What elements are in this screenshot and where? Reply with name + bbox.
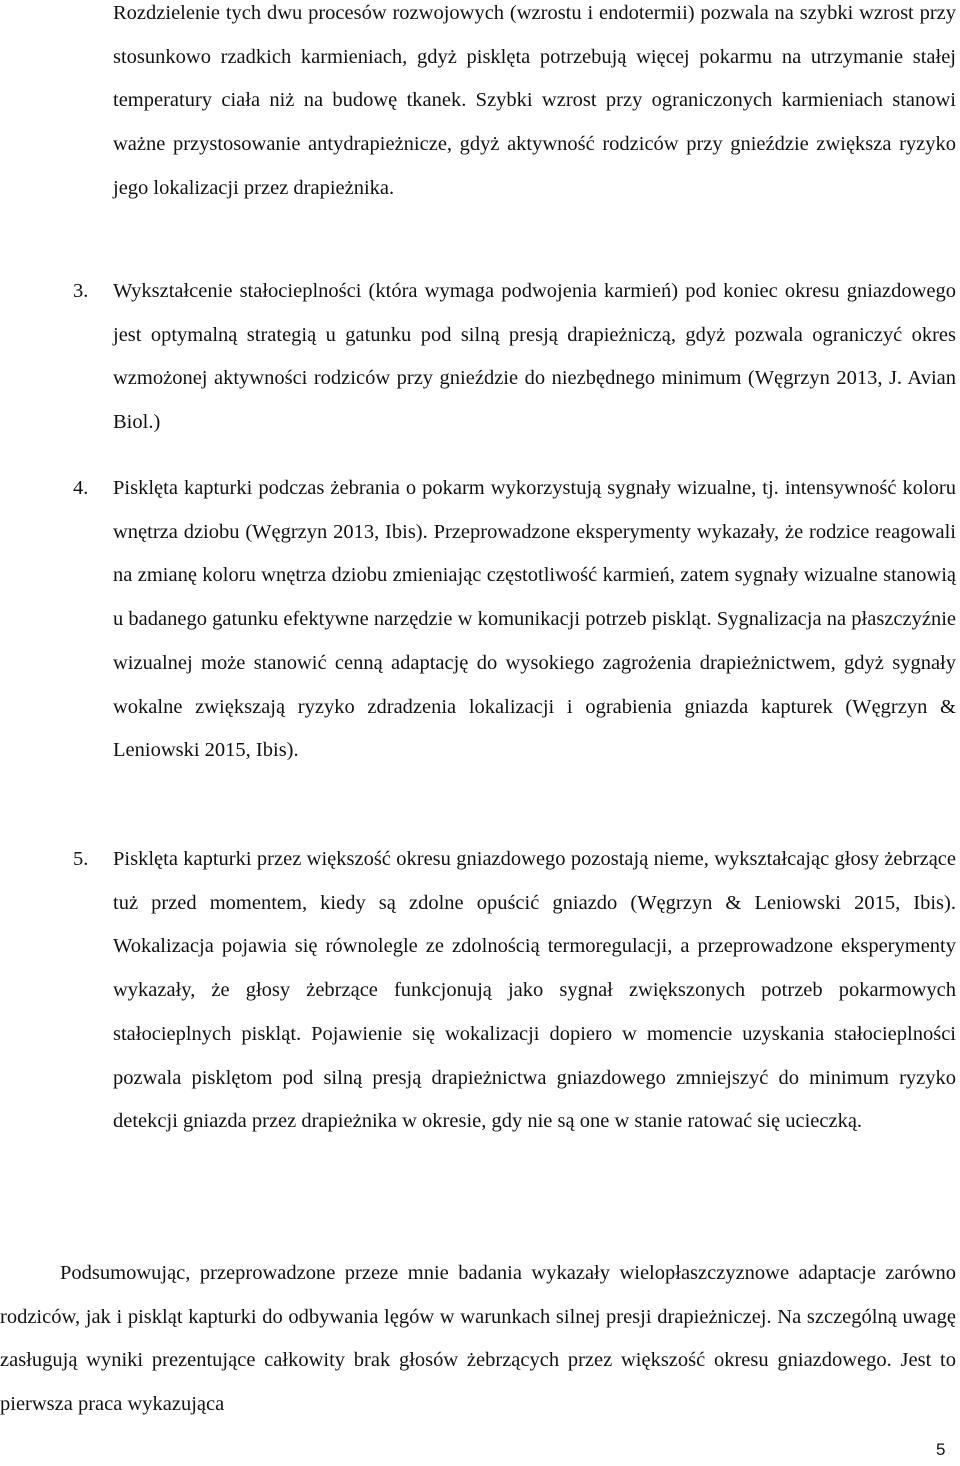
list-item-number: 4. xyxy=(73,477,89,499)
list-item-text: Wykształcenie stałocieplności (która wymaga podwojenia karmień) pod koniec okresu gniazdowego jest optymalną strategią u gatunku pod silną presją drapieżniczą, gdyż pozwala ograniczyć okres wzmożonej aktywności rodziców przy gnieździe do niezbędnego minimum (Węgrzyn 2013, J. Avian Biol.) xyxy=(113,280,956,434)
list-item-3 xyxy=(73,270,956,445)
list-item-5 xyxy=(73,838,956,1144)
list-item-number: 3. xyxy=(73,280,89,302)
page-number: 5 xyxy=(936,1440,946,1459)
list-item-text: Pisklęta kapturki podczas żebrania o pokarm wykorzystują sygnały wizualne, tj. intensywność koloru wnętrza dziobu (Węgrzyn 2013, Ibis). Przeprowadzone eksperymenty wykazały, że rodzice reagowali na zmianę koloru wnętrza dziobu zmieniając częstotliwość karmień, zatem sygnały wizualne stanowią u badanego gatunku efektywne narzędzie w komunikacji potrzeb piskląt. Sygnalizacja na płaszczyźnie wizualnej może stanowić cenną adaptację do wysokiego zagrożenia drapieżnictwem, gdyż sygnały wokalne zwiększają ryzyko zdradzenia lokalizacji i ograbienia gniazda kapturek (Węgrzyn & Leniowski 2015, Ibis). xyxy=(113,477,956,762)
list-item-text: Pisklęta kapturki przez większość okresu gniazdowego pozostają nieme, wykształcając głosy żebrzące tuż przed momentem, kiedy są zdolne opuścić gniazdo (Węgrzyn & Leniowski 2015, Ibis). Wokalizacja pojawia się równolegle ze zdolnością termoregulacji, a przeprowadzone eksperymenty wykazały, że głosy żebrzące funkcjonują jako sygnał zwiększonych potrzeb pokarmowych stałocieplnych piskląt. Pojawienie się wokalizacji dopiero w momencie uzyskania stałocieplności pozwala pisklętom pod silną presją drapieżnictwa gniazdowego zmniejszyć do minimum ryzyko detekcji gniazda przez drapieżnika w okresie, gdy nie są one w stanie ratować się ucieczką. xyxy=(113,848,956,1133)
list-item-number: 5. xyxy=(73,848,89,870)
continuation-paragraph: Rozdzielenie tych dwu procesów rozwojowych (wzrostu i endotermii) pozwala na szybki wzrost przy stosunkowo rzadkich karmieniach, gdyż pisklęta potrzebują więcej pokarmu na utrzymanie stałej temperatury ciała niż na budowę tkanek. Szybki wzrost przy ograniczonych karmieniach stanowi ważne przystosowanie antydrapieżnicze, gdyż aktywność rodziców przy gnieździe zwiększa ryzyko jego lokalizacji przez drapieżnika. xyxy=(113,2,956,199)
list-item-4 xyxy=(73,467,956,773)
summary-paragraph: Podsumowując, przeprowadzone przeze mnie badania wykazały wielopłaszczyznowe adaptacje zarówno rodziców, jak i piskląt kapturki do odbywania lęgów w warunkach silnej presji drapieżniczej. Na szczególną uwagę zasługują wyniki prezentujące całkowity brak głosów żebrzących przez większość okresu gniazdowego. Jest to pierwsza praca wykazująca xyxy=(0,1262,956,1416)
